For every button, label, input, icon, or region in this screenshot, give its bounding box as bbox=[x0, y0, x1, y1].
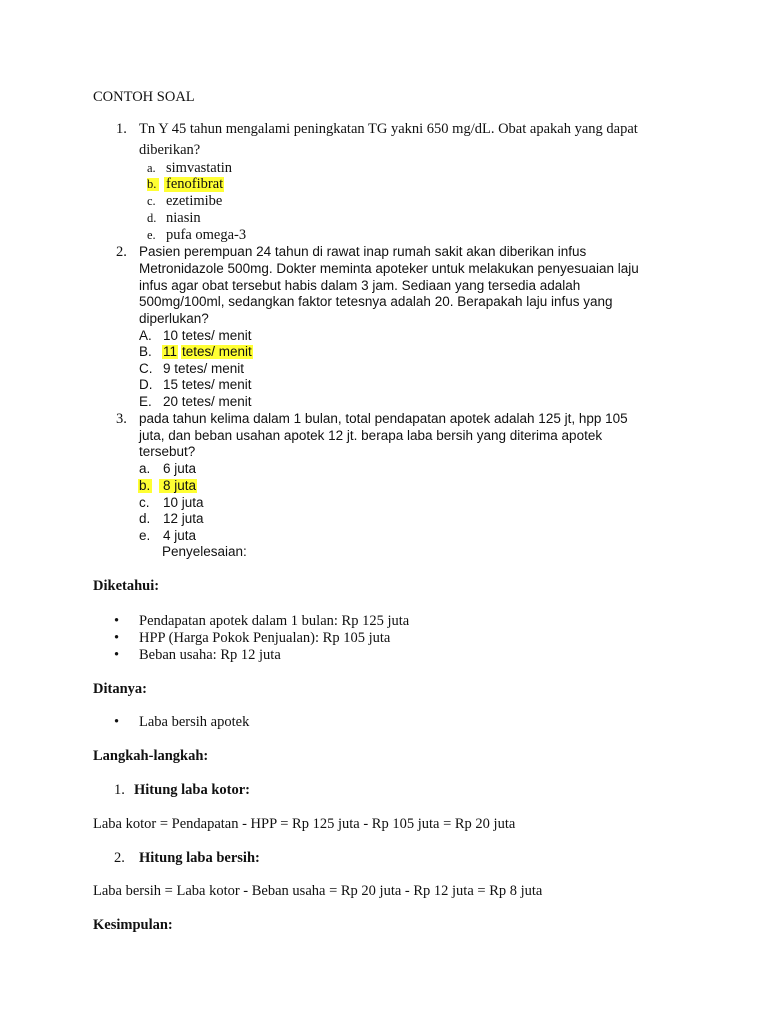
question-text: 500mg/100ml, sedangkan faktor tetesnya adalah 20. Berapakah laju infus yang bbox=[139, 294, 613, 309]
known-item: Beban usaha: Rp 12 juta bbox=[139, 647, 281, 663]
option-text: ezetimibe bbox=[166, 193, 223, 209]
section-heading-ditanya: Ditanya: bbox=[93, 681, 147, 697]
option-letter: a. bbox=[139, 461, 151, 476]
option-text: simvastatin bbox=[166, 160, 233, 176]
question-text: juta, dan beban usahan apotek 12 jt. berapa laba bersih yang diterima apotek bbox=[139, 428, 603, 443]
option-letter: E. bbox=[139, 394, 152, 409]
option-letter: a. bbox=[147, 161, 156, 175]
question-text: Metronidazole 500mg. Dokter meminta apoteker untuk melakukan penyesuaian laju bbox=[139, 261, 639, 276]
step-formula: Laba kotor = Pendapatan - HPP = Rp 125 juta - Rp 105 juta = Rp 20 juta bbox=[93, 816, 516, 832]
page-title: CONTOH SOAL bbox=[93, 89, 195, 105]
option-letter: C. bbox=[139, 361, 153, 376]
option-letter: A. bbox=[139, 328, 152, 343]
step-number: 1. bbox=[114, 782, 125, 798]
option-text: 4 juta bbox=[163, 528, 197, 543]
option-letter: d. bbox=[147, 211, 157, 225]
step-title: Hitung laba kotor: bbox=[134, 782, 251, 798]
question-text: pada tahun kelima dalam 1 bulan, total pendapatan apotek adalah 125 jt, hpp 105 bbox=[139, 411, 628, 426]
option-text: 15 tetes/ menit bbox=[163, 377, 252, 392]
option-text: niasin bbox=[166, 210, 201, 226]
step-number: 2. bbox=[114, 850, 125, 866]
step-title: Hitung laba bersih: bbox=[139, 850, 260, 866]
asked-item: Laba bersih apotek bbox=[139, 714, 250, 730]
bullet: • bbox=[114, 613, 120, 629]
option-letter-highlighted: b. bbox=[147, 178, 159, 191]
question-text: diberikan? bbox=[139, 142, 201, 158]
option-letter: c. bbox=[139, 495, 150, 510]
bullet: • bbox=[114, 647, 120, 663]
question-text: diperlukan? bbox=[139, 311, 209, 326]
option-text: 6 juta bbox=[163, 461, 197, 476]
question-number: 3. bbox=[116, 411, 127, 427]
option-text: pufa omega-3 bbox=[166, 227, 247, 243]
option-text-highlighted: 8 juta bbox=[159, 479, 197, 493]
option-text-highlighted: fenofibrat bbox=[166, 176, 224, 192]
option-letter: B. bbox=[139, 344, 152, 359]
known-item: Pendapatan apotek dalam 1 bulan: Rp 125 juta bbox=[139, 613, 410, 629]
option-letter: c. bbox=[147, 194, 156, 208]
known-item: HPP (Harga Pokok Penjualan): Rp 105 juta bbox=[139, 630, 391, 646]
question-text: tersebut? bbox=[139, 444, 196, 459]
option-letter: e. bbox=[147, 228, 156, 242]
question-number: 2. bbox=[116, 244, 127, 260]
bullet: • bbox=[114, 714, 120, 730]
option-text: 20 tetes/ menit bbox=[163, 394, 252, 409]
option-letter: D. bbox=[139, 377, 153, 392]
option-letter: e. bbox=[139, 528, 151, 543]
option-text: 12 juta bbox=[163, 511, 204, 526]
section-heading-diketahui: Diketahui: bbox=[93, 578, 160, 594]
step-formula: Laba bersih = Laba kotor - Beban usaha = Rp 20 juta - Rp 12 juta = Rp 8 juta bbox=[93, 883, 543, 899]
option-text-highlighted: tetes/ menit bbox=[182, 344, 252, 359]
question-text: Tn Y 45 tahun mengalami peningkatan TG yakni 650 mg/dL. Obat apakah yang dapat bbox=[139, 121, 638, 137]
solution-label: Penyelesaian: bbox=[162, 544, 247, 559]
option-letter: d. bbox=[139, 511, 151, 526]
option-number-highlighted: 11 bbox=[163, 344, 178, 359]
section-heading-langkah: Langkah-langkah: bbox=[93, 748, 209, 764]
option-letter-highlighted: b. bbox=[139, 478, 151, 493]
option-text: 10 juta bbox=[163, 495, 204, 510]
option-text: 10 tetes/ menit bbox=[163, 328, 252, 343]
question-text: infus agar obat tersebut habis dalam 3 jam. Sediaan yang tersedia adalah bbox=[139, 278, 581, 293]
section-heading-kesimpulan: Kesimpulan: bbox=[93, 917, 173, 933]
question-text: Pasien perempuan 24 tahun di rawat inap rumah sakit akan diberikan infus bbox=[139, 244, 587, 259]
question-number: 1. bbox=[116, 121, 127, 137]
bullet: • bbox=[114, 630, 120, 646]
option-text: 9 tetes/ menit bbox=[163, 361, 245, 376]
